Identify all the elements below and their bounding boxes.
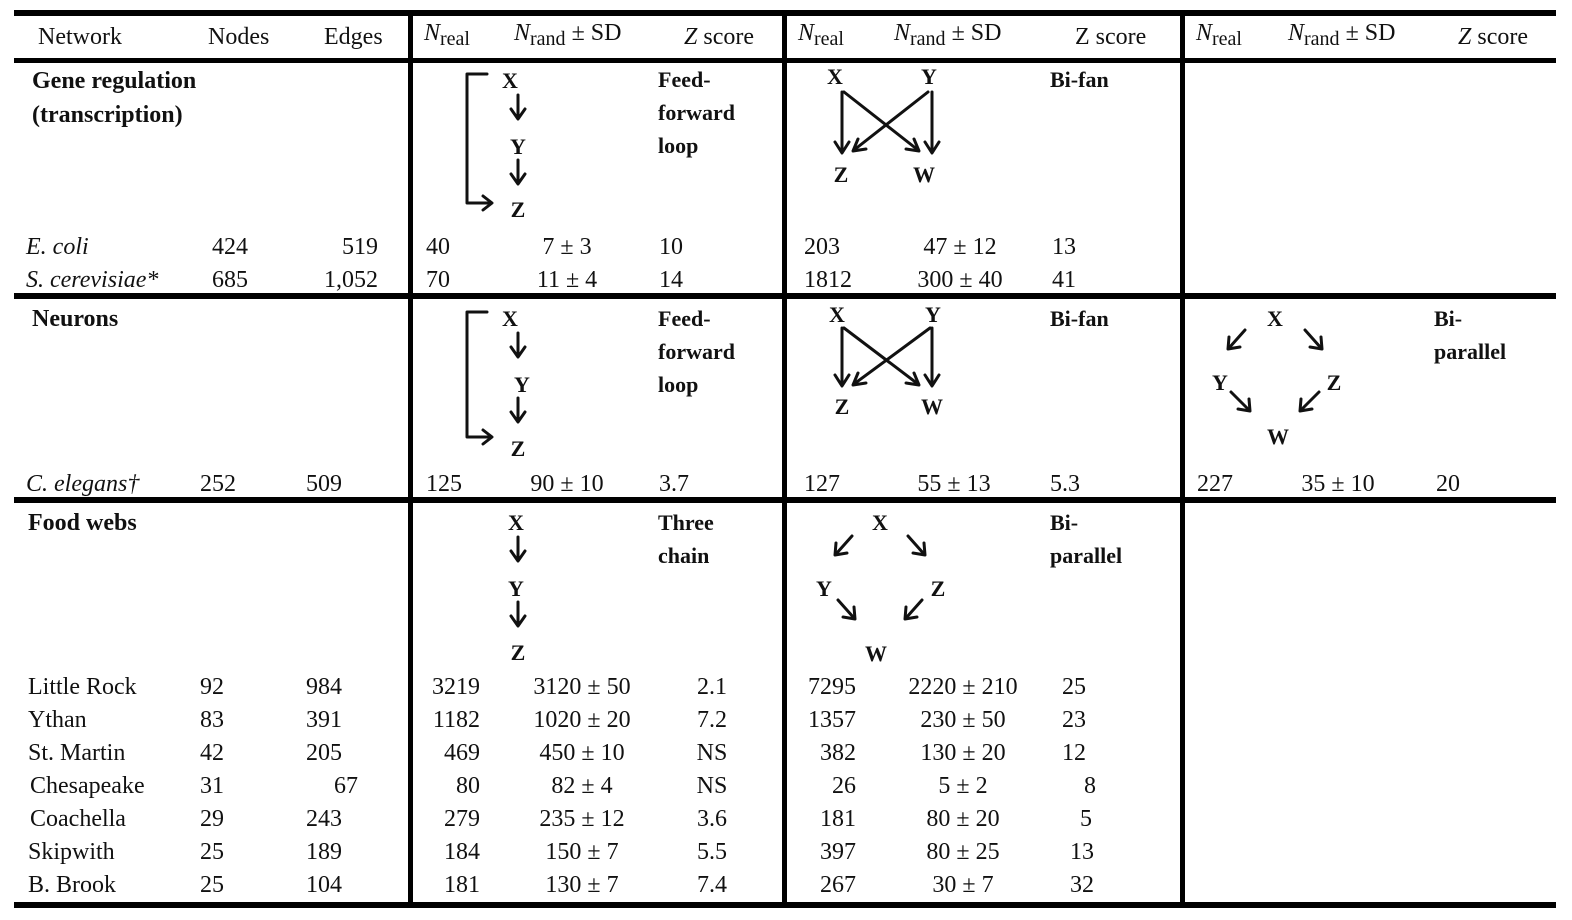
m2-z: 41 (1052, 267, 1076, 293)
m1-z: 2.1 (697, 674, 727, 700)
motif-name-food-2: Bi- parallel (1050, 510, 1123, 568)
m1-real: 40 (426, 234, 450, 260)
m1-real: 70 (426, 267, 450, 293)
nodes-value: 252 (200, 471, 236, 497)
node-x: X (872, 510, 888, 535)
nodes-value: 83 (200, 707, 224, 733)
m1-z: NS (696, 773, 728, 799)
m2-z: 12 (1062, 740, 1086, 766)
m1-z: 10 (659, 234, 683, 260)
node-y: Y (514, 372, 530, 397)
motif-name-gene-1: Feed- forward loop (658, 67, 735, 158)
motif-name-neurons-3: Bi- parallel (1434, 306, 1507, 364)
edges-value: 1,052 (324, 267, 378, 293)
m3-rand: 35 ± 10 (1301, 471, 1375, 497)
header-nodes: Nodes (208, 24, 270, 50)
m2-rand: 2220 ± 210 (908, 674, 1018, 700)
m1-real: 3219 (432, 674, 480, 700)
node-z: Z (930, 576, 946, 601)
network-name: Coachella (30, 806, 126, 832)
m1-z: NS (696, 740, 728, 766)
nodes-value: 29 (200, 806, 224, 832)
m2-real: 127 (804, 471, 840, 497)
edges-value: 67 (334, 773, 358, 799)
m3-real: 227 (1197, 471, 1233, 497)
column-rule-2 (782, 10, 787, 908)
edges-value: 391 (306, 707, 342, 733)
edges-value: 509 (306, 471, 342, 497)
node-y: Y (510, 134, 526, 159)
m1-z: 3.6 (697, 806, 727, 832)
header-edges: Edges (324, 24, 383, 50)
node-y: Y (1212, 370, 1228, 395)
node-z: Z (1326, 370, 1342, 395)
m1-rand: 90 ± 10 (530, 471, 604, 497)
header-n-real-1: $N_{real}$ (424, 20, 470, 50)
m1-rand: 7 ± 3 (542, 234, 592, 260)
m1-z: 14 (659, 267, 683, 293)
node-x: X (508, 510, 524, 535)
node-y: Y (921, 64, 937, 89)
node-w: W (865, 641, 887, 666)
section-title-neurons: Neurons (32, 306, 119, 332)
edges-value: 984 (306, 674, 342, 700)
column-rule-1 (408, 10, 413, 908)
m2-real: 1812 (804, 267, 852, 293)
motif-name-food-1: Three chain (658, 510, 714, 568)
node-z: Z (510, 640, 526, 665)
motif-name-neurons-2: Bi-fan (1050, 306, 1109, 331)
bi-parallel-diagram (1205, 300, 1355, 450)
node-w: W (1267, 424, 1289, 449)
m2-rand: 5 ± 2 (938, 773, 988, 799)
header-n-rand-2: $N_{rand}$ ± SD (894, 20, 1002, 50)
m2-real: 181 (820, 806, 856, 832)
network-name: Skipwith (28, 839, 115, 865)
section-title-food: Food webs (28, 510, 137, 536)
nodes-value: 25 (200, 839, 224, 865)
node-y: Y (508, 576, 524, 601)
m2-rand: 30 ± 7 (932, 872, 994, 898)
node-w: W (913, 162, 935, 187)
m1-real: 181 (444, 872, 480, 898)
header-n-real-3: $N_{real}$ (1196, 20, 1242, 50)
header-n-real-2: $N_{real}$ (798, 20, 844, 50)
m1-real: 1182 (432, 707, 480, 733)
column-rule-3 (1180, 10, 1185, 908)
header-z-score-2: Z score (1075, 24, 1147, 50)
nodes-value: 25 (200, 872, 224, 898)
node-y: Y (925, 302, 941, 327)
bi-fan-diagram (822, 300, 942, 425)
m1-rand: 150 ± 7 (545, 839, 619, 865)
m2-z: 5 (1080, 806, 1092, 832)
node-x: X (502, 306, 518, 331)
bi-parallel-diagram (810, 504, 960, 664)
m1-rand: 130 ± 7 (545, 872, 619, 898)
nodes-value: 42 (200, 740, 224, 766)
m1-rand: 11 ± 4 (536, 267, 598, 293)
m1-z: 3.7 (659, 471, 689, 497)
header-network: Network (38, 24, 122, 50)
edges-value: 519 (342, 234, 378, 260)
bi-fan-diagram (822, 62, 942, 187)
nodes-value: 685 (212, 267, 248, 293)
m1-real: 80 (456, 773, 480, 799)
section-title-gene-line2: (transcription) (32, 102, 183, 128)
m1-real: 469 (444, 740, 480, 766)
header-n-rand-1: $N_{rand}$ ± SD (514, 20, 622, 50)
m2-rand: 47 ± 12 (923, 234, 997, 260)
m1-rand: 3120 ± 50 (533, 674, 631, 700)
m2-real: 1357 (808, 707, 856, 733)
m2-rand: 230 ± 50 (920, 707, 1006, 733)
m1-rand: 450 ± 10 (539, 740, 625, 766)
m2-z: 25 (1062, 674, 1086, 700)
m1-real: 279 (444, 806, 480, 832)
m1-z: 7.4 (697, 872, 727, 898)
m1-real: 125 (426, 471, 462, 497)
node-x: X (827, 64, 843, 89)
node-x: X (502, 68, 518, 93)
m2-z: 13 (1070, 839, 1094, 865)
header-z-score-3: Z score (1458, 24, 1528, 50)
nodes-value: 31 (200, 773, 224, 799)
m2-z: 32 (1070, 872, 1094, 898)
nodes-value: 424 (212, 234, 248, 260)
m1-rand: 82 ± 4 (551, 773, 613, 799)
m2-rand: 300 ± 40 (917, 267, 1003, 293)
motif-name-gene-2: Bi-fan (1050, 67, 1109, 92)
node-z: Z (510, 197, 526, 222)
edges-value: 189 (306, 839, 342, 865)
m2-real: 397 (820, 839, 856, 865)
m2-z: 13 (1052, 234, 1076, 260)
node-w: W (921, 394, 943, 419)
m2-z: 5.3 (1050, 471, 1080, 497)
m2-real: 382 (820, 740, 856, 766)
network-name: E. coli (26, 234, 89, 260)
edges-value: 104 (306, 872, 342, 898)
m2-rand: 80 ± 25 (926, 839, 1000, 865)
m3-z: 20 (1436, 471, 1460, 497)
m2-real: 267 (820, 872, 856, 898)
node-x: X (829, 302, 845, 327)
m1-real: 184 (444, 839, 480, 865)
nodes-value: 92 (200, 674, 224, 700)
motif-name-neurons-1: Feed- forward loop (658, 306, 735, 397)
network-name: Chesapeake (30, 773, 145, 799)
network-name: C. elegans† (26, 471, 140, 497)
node-x: X (1267, 306, 1283, 331)
edges-value: 205 (306, 740, 342, 766)
feed-forward-loop-diagram (455, 62, 545, 222)
network-name: St. Martin (28, 740, 126, 766)
header-n-rand-3: $N_{rand}$ ± SD (1288, 20, 1396, 50)
m2-z: 23 (1062, 707, 1086, 733)
feed-forward-loop-diagram (455, 300, 545, 460)
network-name: B. Brook (28, 872, 117, 898)
node-y: Y (816, 576, 832, 601)
m1-rand: 1020 ± 20 (533, 707, 631, 733)
three-chain-diagram (496, 504, 556, 664)
section-title-gene-line1: Gene regulation (32, 68, 197, 94)
m2-real: 26 (832, 773, 856, 799)
m2-real: 203 (804, 234, 840, 260)
edges-value: 243 (306, 806, 342, 832)
m2-rand: 130 ± 20 (920, 740, 1006, 766)
m1-rand: 235 ± 12 (539, 806, 625, 832)
m2-real: 7295 (808, 674, 856, 700)
m1-z: 5.5 (697, 839, 727, 865)
node-z: Z (833, 162, 849, 187)
node-z: Z (510, 436, 526, 461)
m2-rand: 55 ± 13 (917, 471, 991, 497)
network-name: Little Rock (28, 674, 137, 700)
node-z: Z (834, 394, 850, 419)
m1-z: 7.2 (697, 707, 727, 733)
network-name: Ythan (28, 707, 87, 733)
header-z-score-1: Z score (684, 24, 754, 50)
m2-rand: 80 ± 20 (926, 806, 1000, 832)
m2-z: 8 (1084, 773, 1096, 799)
network-name: S. cerevisiae* (26, 267, 159, 293)
